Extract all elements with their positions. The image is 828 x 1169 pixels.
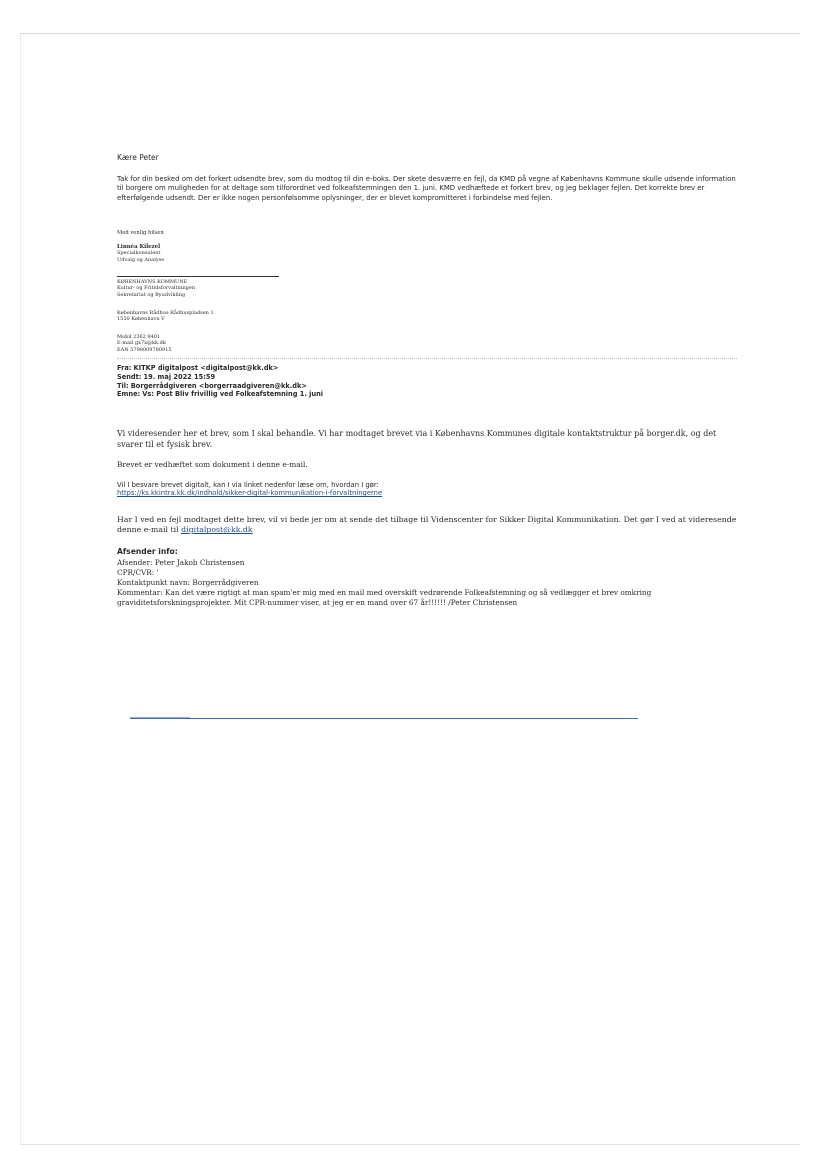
misdelivery-text: Har I ved en fejl modtaget dette brev, vil vi bede jer om at sende det tilbage til Videnscenter for Sikker Digital Kommunikation. Det gør I ved at videresende denne e-mail til <box>117 515 737 535</box>
sender-comment-line1: Kommentar: Kan det være rigtigt at man spam'er mig med en mail med overskift vedrørende Folkeafstemning og så vedlægger et brev omkring <box>117 588 652 597</box>
greeting: Kære Peter <box>117 153 159 162</box>
signature-unit: Udvalg og Analyse <box>117 256 165 263</box>
attachment-note: Brevet er vedhæftet som dokument i denne e-mail. <box>117 460 308 469</box>
misdelivery-paragraph <box>117 515 737 535</box>
digitalpost-email-link[interactable]: digitalpost@kk.dk <box>181 525 253 535</box>
signature-name: Linnéa Kilezel <box>117 244 161 250</box>
to-value: Borgerrådgiveren <borgerraadgiveren@kk.dk> <box>130 381 307 390</box>
subject-row <box>117 390 323 399</box>
from-row <box>117 364 323 373</box>
sender-name: Afsender: Peter Jakob Christensen <box>117 558 245 567</box>
sent-label: Sendt: <box>117 372 142 381</box>
to-row <box>117 382 323 391</box>
intro-paragraph: Tak for din besked om det forkert udsendte brev, som du modtog til din e-boks. Der skete desværre en fejl, da KMD på vegne af Københavns Kommune skulle udsende information til borgere om muligheden for at deltage som tilforordnet ved folkeafstemningen den 1. juni. KMD vedhæftede et forkert brev, og jeg beklager fejlen. Det korrekte brev er efterfølgende udsendt. Der er ikke nogen personfølsomme oplysninger, der er blevet kompromitteret i forbindelse med fejlen. <box>117 175 736 202</box>
from-label: Fra: <box>117 364 132 372</box>
forward-separator <box>117 358 737 359</box>
sender-comment-line2: graviditetsforskningsprojekter. Mit CPR-nummer viser, at jeg er en mand over 67 år!!!!!! /Peter Christensen <box>117 598 518 607</box>
sent-value: 19. maj 2022 15:59 <box>143 372 216 381</box>
signature-address2: 1550 København V <box>117 316 165 323</box>
signature-address-block <box>117 310 214 323</box>
signature-contact-block <box>117 334 172 353</box>
digital-reply-link[interactable]: https://ks.kkintra.kk.dk/indhold/sikker-digital-kommunikation-i-forvaltningerne <box>117 489 383 498</box>
forward-headers <box>117 364 323 399</box>
digital-reply-text: Vil I besvare brevet digitalt, kan I via linket nedenfor læse om, hvordan I gør: <box>117 481 379 489</box>
signature-ean: EAN 5798009780915 <box>117 346 172 353</box>
sent-row <box>117 373 323 382</box>
closing: Med venlig hilsen <box>117 230 164 236</box>
scan-left-edge <box>20 34 21 1144</box>
subject-label: Emne: <box>117 390 141 399</box>
signature-dept1: Kultur- og Fritidsforvaltningen <box>117 285 196 292</box>
signature-address1: Københavns Rådhus Rådhuspladsen 1 <box>117 310 214 316</box>
signature-dept2: Sekretariat og Byudvikling <box>117 291 186 298</box>
footer-rule <box>130 718 638 719</box>
digital-reply-block <box>117 481 382 498</box>
signature-org-block <box>117 279 195 298</box>
scan-bottom-edge <box>20 1144 800 1145</box>
subject-value: Vs: Post Bliv frivillig ved Folkeafstemning 1. juni <box>142 390 324 399</box>
sender-info-title: Afsender info: <box>117 547 178 556</box>
signature-title: Specialkonsulent <box>117 250 161 257</box>
signature-org: KØBENHAVNS KOMMUNE <box>117 279 188 285</box>
sender-info-block <box>117 558 651 608</box>
signature-mobile: Mobil 2362 9401 <box>117 334 161 340</box>
scan-top-edge <box>20 33 800 34</box>
signature-email: E-mail gx7x@kk.dk <box>117 340 166 347</box>
signature-divider <box>117 276 279 277</box>
to-label: Til: <box>117 381 129 390</box>
from-value: KITKP digitalpost <digitalpost@kk.dk> <box>133 364 279 372</box>
sender-cpr: CPR/CVR: ' <box>117 568 159 577</box>
signature-block <box>117 244 164 263</box>
forward-body-paragraph: Vi videresender her et brev, som I skal behandle. Vi har modtaget brevet via i Københavns Kommunes digitale kontaktstruktur på borger.dk, og det svarer til et fysisk brev. <box>117 429 717 449</box>
sender-contact: Kontaktpunkt navn: Borgerrådgiveren <box>117 578 259 587</box>
